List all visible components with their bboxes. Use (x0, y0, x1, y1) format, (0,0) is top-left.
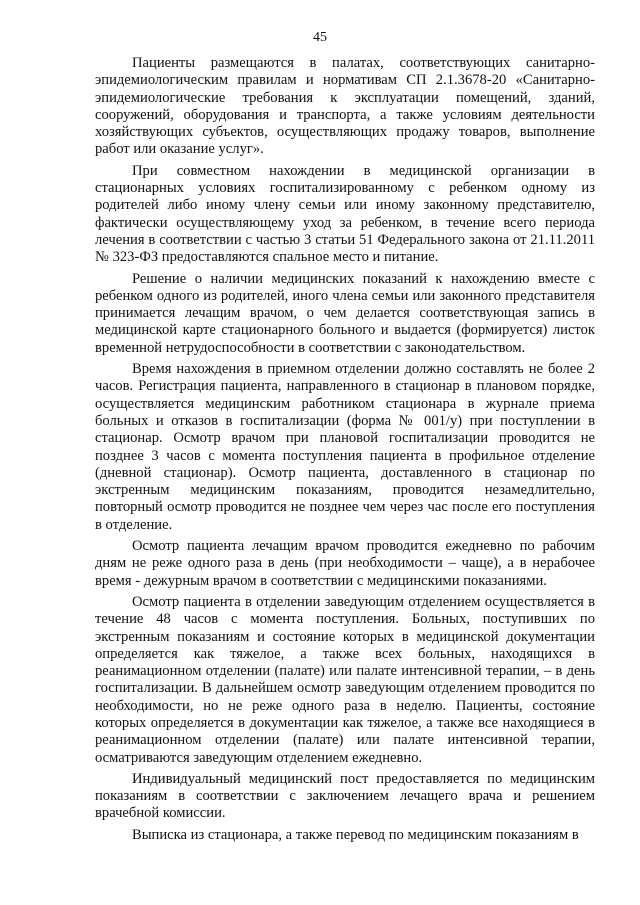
paragraph: Выписка из стационара, а также перевод по медицинским показаниям в (132, 826, 579, 843)
document-body (95, 55, 595, 848)
paragraph: Осмотр пациента лечащим врачом проводится ежедневно по рабочим дням не реже одного раза в день (при необходимости – чаще), а в нерабочее время - дежурным врачом в соответствии с медицинскими показаниями. (95, 538, 595, 589)
page-number: 45 (313, 30, 327, 45)
paragraph: Пациенты размещаются в палатах, соответствующих санитарно-эпидемиологическим правилам и нормативам СП 2.1.3678-20 «Санитарно-эпидемиологические требования к эксплуатации помещений, зданий, сооружений, оборудования и транспорта, а также условиям деятельности хозяйствующих субъектов, осуществляющих продажу товаров, выполнение работ или оказание услуг». (95, 55, 595, 158)
paragraph: Осмотр пациента в отделении заведующим отделением осуществляется в течение 48 часов с момента поступления. Больных, поступивших по экстренным показаниям и состояние которых в медицинской документации определяется как тяжелое, а также всех больных, находящихся в реанимационном отделении (палате) или палате интенсивной терапии, – в день госпитализации. В дальнейшем осмотр заведующим отделением проводится по необходимости, но не реже одного раза в неделю. Пациенты, состояние которых определяется в документации как тяжелое, а также все находящиеся в реанимационном отделении (палате) или палате интенсивной терапии, осматриваются заведующим отделением ежедневно. (95, 593, 595, 766)
paragraph: При совместном нахождении в медицинской организации в стационарных условиях госпитализированному с ребенком одному из родителей либо иному члену семьи или иному законному представителю, фактически осуществляющему уход за ребенком, в течение всего периода лечения в соответствии с частью 3 статьи 51 Федерального закона от 21.11.2011 № 323-ФЗ предоставляются спальное место и питание. (95, 162, 595, 266)
paragraph: Индивидуальный медицинский пост предоставляется по медицинским показаниям в соответствии с заключением лечащего врача и решением врачебной комиссии. (95, 770, 595, 822)
paragraph: Время нахождения в приемном отделении должно составлять не более 2 часов. Регистрация пациента, направленного в стационар в плановом порядке, осуществляется медицинским работником стационара в журнале приема больных и отказов в госпитализации (форма № 001/у) при поступлении в стационар. Осмотр врачом при плановой госпитализации проводится не позднее 3 часов с момента поступления пациента в профильное отделение (дневной стационар). Осмотр пациента, доставленного в стационар по экстренным медицинским показаниям, проводится незамедлительно, повторный осмотр проводится не позднее чем через час после его поступления в отделение. (95, 361, 595, 533)
paragraph: Решение о наличии медицинских показаний к нахождению вместе с ребенком одного из родителей, иного члена семьи или законного представителя принимается лечащим врачом, о чем делается соответствующая запись в медицинской карте стационарного больного и выдается (формируется) листок временной нетрудоспособности в соответствии с законодательством. (95, 270, 595, 356)
